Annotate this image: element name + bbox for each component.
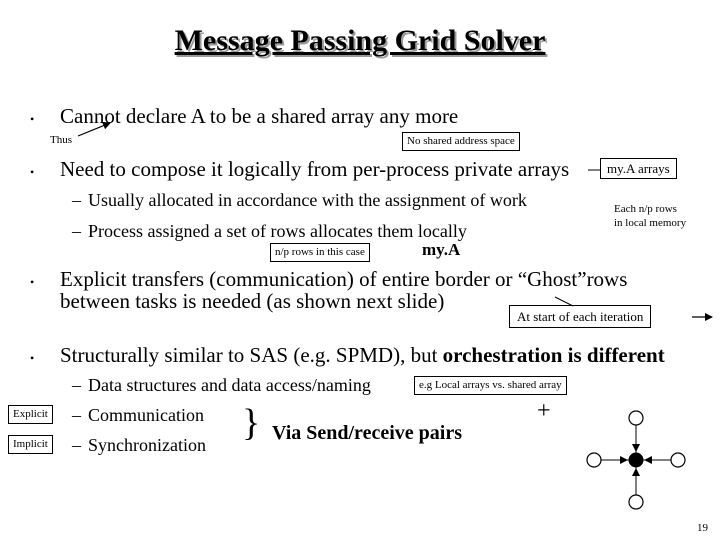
- start-iteration-box: At start of each iteration: [509, 305, 651, 328]
- eg-local-arrays-box: e.g Local arrays vs. shared array: [414, 376, 567, 395]
- start-iteration-connector: [555, 297, 573, 306]
- bullet-3-line-1: Explicit transfers (communication) of entire border or “Ghost”rows: [60, 267, 628, 291]
- stencil-node-right: [671, 453, 685, 467]
- mya-arrays-box: my.A arrays: [600, 158, 677, 179]
- each-np-rows-note-1: Each n/p rows: [614, 203, 677, 215]
- explicit-box: Explicit: [8, 405, 53, 424]
- bullet-4-text: Structurally similar to SAS (e.g. SPMD), but: [60, 343, 438, 367]
- thus-label: Thus: [50, 134, 72, 146]
- no-shared-address-box: No shared address space: [402, 132, 520, 151]
- implicit-box: Implicit: [8, 435, 53, 454]
- bullet-marker: •: [30, 275, 35, 289]
- subbullet-3: Data structures and data access/naming: [88, 375, 371, 395]
- stencil-node-left: [587, 453, 601, 467]
- dash-marker: –: [72, 221, 81, 241]
- subbullet-5: Synchronization: [88, 435, 206, 455]
- mya-label: my.A: [422, 240, 461, 259]
- bullet-marker: •: [30, 112, 35, 126]
- bullet-marker: •: [30, 351, 35, 365]
- stencil-diagram: [587, 411, 685, 509]
- dash-marker: –: [72, 435, 81, 455]
- subbullet-1: Usually allocated in accordance with the assignment of work: [88, 190, 527, 210]
- np-rows-box: n/p rows in this case: [270, 243, 370, 262]
- dash-marker: –: [72, 190, 81, 210]
- thus-arrow: [78, 123, 110, 136]
- dash-marker: –: [72, 405, 81, 425]
- via-send-receive-label: Via Send/receive pairs: [272, 422, 462, 444]
- stencil-node-top: [629, 411, 643, 425]
- bullet-marker: •: [30, 165, 35, 179]
- each-np-rows-note-2: in local memory: [614, 217, 687, 229]
- bullet-4-emphasis: orchestration is different: [442, 343, 665, 367]
- subbullet-4: Communication: [88, 405, 204, 425]
- page-number: 19: [697, 522, 708, 534]
- bullet-1: Cannot declare A to be a shared array any more: [60, 104, 459, 128]
- bullet-2: Need to compose it logically from per-process private arrays: [60, 157, 570, 181]
- subbullet-2: Process assigned a set of rows allocates them locally: [88, 221, 467, 241]
- stencil-node-bottom: [629, 495, 643, 509]
- slide-title: Message Passing Grid Solver: [174, 24, 546, 57]
- dash-marker: –: [72, 375, 81, 395]
- stencil-node-center: [629, 453, 643, 467]
- bullet-3-line-2: between tasks is needed (as shown next slide): [60, 289, 445, 313]
- plus-sign: +: [537, 398, 551, 424]
- brace-symbol: }: [242, 402, 261, 444]
